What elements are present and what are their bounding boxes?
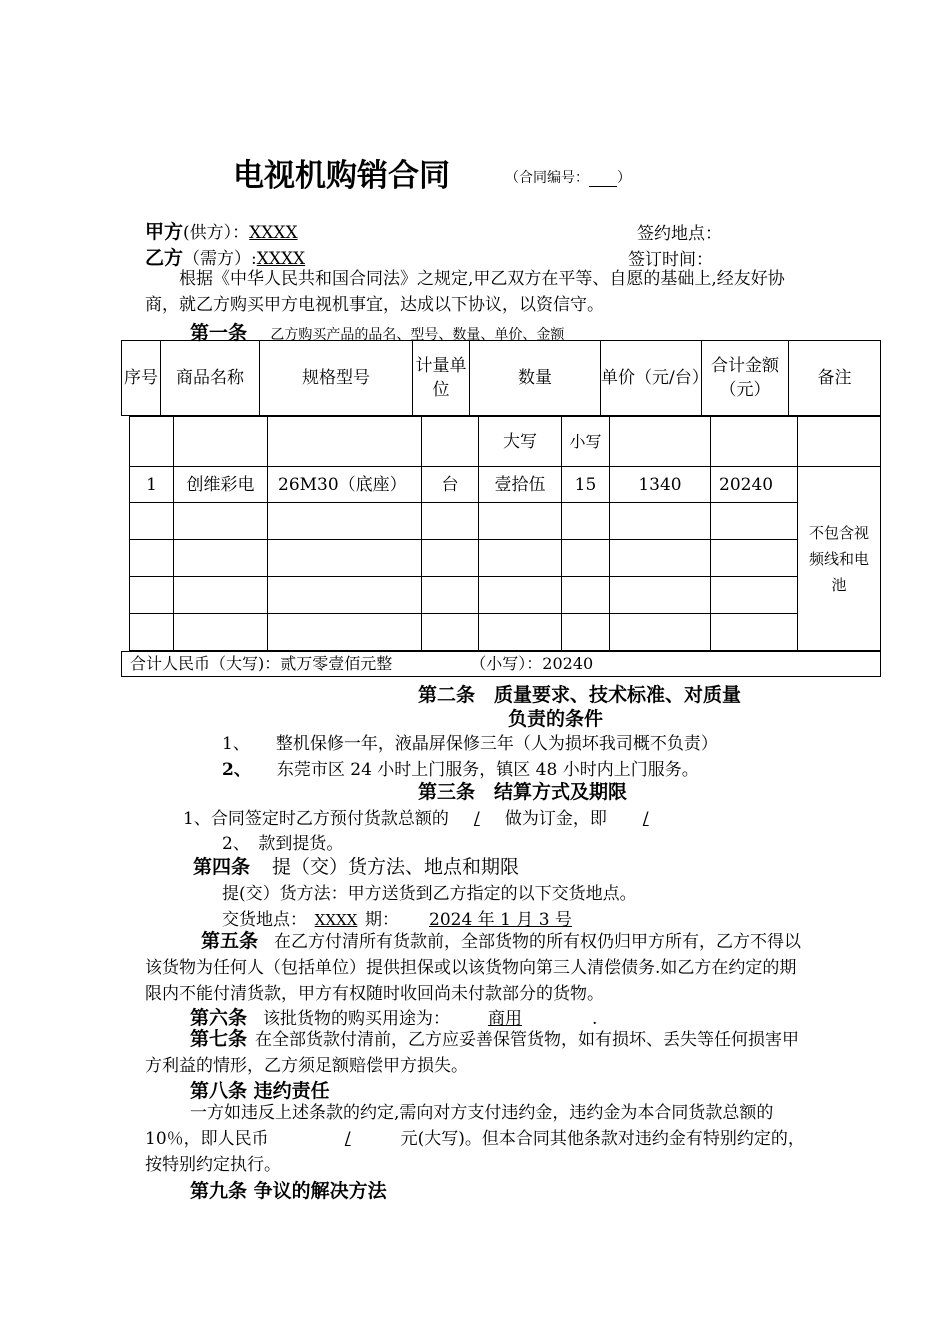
article-2-item-2-no: 2、 bbox=[222, 760, 251, 780]
party-b-label: 乙方 bbox=[145, 247, 184, 269]
product-table-body bbox=[129, 416, 881, 651]
article-2-title-line1: 第二条 质量要求、技术标准、对质量 bbox=[418, 684, 742, 706]
article-8-text-b: 元(大写)。但本合同其他条款对违约金有特别约定的，按特别约定执行。 bbox=[145, 1129, 805, 1175]
article-6-line: 第六条 该批货物的购买用途为： 商用 . bbox=[190, 1003, 597, 1030]
article-6-value: 商用 bbox=[488, 1009, 523, 1029]
article-2-item-1-no: 1、 bbox=[222, 734, 250, 754]
table-sum-row bbox=[121, 651, 881, 677]
article-1-text: 乙方购买产品的品名、型号、数量、单价、金额 bbox=[270, 327, 565, 343]
header-qty-big: 大写 bbox=[479, 417, 562, 467]
article-6-title: 第六条 bbox=[190, 1007, 248, 1029]
article-4-place-value: XXXX bbox=[314, 911, 358, 929]
article-4-date-value: 2024 年 1 月 3 号 bbox=[429, 910, 572, 930]
sum-label: 合计人民币（大写)： bbox=[130, 654, 281, 673]
article-5-title: 第五条 bbox=[201, 930, 259, 952]
article-7-title: 第七条 bbox=[190, 1028, 248, 1050]
contract-title: 电视机购销合同 bbox=[233, 158, 450, 194]
article-2-title-line2: 负责的条件 bbox=[508, 708, 604, 730]
article-4-heading bbox=[193, 852, 519, 879]
contract-number-close: ） bbox=[617, 170, 631, 186]
article-3-item-1-a: 1、合同签定时乙方预付货款总额的 bbox=[183, 809, 449, 829]
article-2-item-1-text: 整机保修一年，液晶屏保修三年（人为损坏我司概不负责） bbox=[275, 734, 718, 754]
party-a-line bbox=[145, 217, 475, 244]
article-4-place-line bbox=[222, 905, 749, 930]
header-price: 单价（元/台） bbox=[601, 341, 702, 416]
header-qty: 数量 bbox=[470, 341, 601, 416]
party-a-name: XXXX bbox=[249, 223, 298, 243]
article-4-date-label: 期： bbox=[365, 910, 399, 930]
article-6-text: 该批货物的购买用途为： bbox=[263, 1009, 451, 1029]
header-model: 规格型号 bbox=[260, 341, 413, 416]
article-2-item-2-text: 东莞市区 24 小时上门服务，镇区 48 小时内上门服务。 bbox=[276, 760, 699, 780]
article-4-text: 提（交）货方法、地点和期限 bbox=[272, 856, 520, 878]
article-9-title: 第九条 争议的解决方法 bbox=[190, 1180, 387, 1202]
cell-qty-big: 壹拾伍 bbox=[479, 467, 562, 503]
article-8-blank: / bbox=[344, 1129, 351, 1149]
header-name: 商品名称 bbox=[161, 341, 260, 416]
product-table-header bbox=[121, 340, 881, 416]
intro-paragraph: 根据《中华人民共和国合同法》之规定,甲乙双方在平等、自愿的基础上,经友好协商，就乙方购买甲方电视机事宜，达成以下协议，以资信守。 bbox=[145, 269, 785, 315]
table-row bbox=[130, 577, 881, 614]
table-row bbox=[130, 467, 881, 503]
article-1-title: 第一条 bbox=[190, 322, 248, 344]
contract-number bbox=[505, 167, 631, 187]
cell-price: 1340 bbox=[610, 467, 711, 503]
article-7-paragraph bbox=[145, 1026, 810, 1079]
party-b-role: （需方）: bbox=[183, 249, 257, 269]
article-8-text-a: 一方如违反上述条款的约定,需向对方支付违约金，违约金为本合同货款总额的 10％，即人民币 bbox=[145, 1103, 774, 1149]
article-5-text: 在乙方付清所有货款前，全部货物的所有权仍归甲方所有，乙方不得以该货物为任何人（包括单位）提供担保或以该货物向第三人清偿债务.如乙方在约定的期限内不能付清货款，甲方有权随时收回尚未付款部分的货物。 bbox=[145, 932, 802, 1004]
cell-name: 创维彩电 bbox=[174, 467, 268, 503]
cell-qty-small: 15 bbox=[562, 467, 610, 503]
header-unit: 计量单位 bbox=[413, 341, 470, 416]
party-b-name: XXXX bbox=[256, 249, 306, 269]
table-row bbox=[130, 503, 881, 540]
article-8-paragraph bbox=[145, 1100, 810, 1178]
article-2-item-1 bbox=[222, 729, 718, 754]
article-3-item-1-c: 做为订金，即 bbox=[504, 809, 607, 829]
sign-time-label: 签订时间： bbox=[628, 250, 713, 270]
contract-number-blank bbox=[589, 170, 617, 187]
header-qty-small: 小写 bbox=[562, 417, 610, 467]
header-seq: 序号 bbox=[122, 341, 161, 416]
cell-model: 26M30（底座） bbox=[268, 467, 422, 503]
article-3-item-1 bbox=[183, 804, 731, 829]
sum-small-label: （小写）： bbox=[470, 654, 543, 673]
party-a-label: 甲方 bbox=[145, 221, 184, 243]
article-3-title: 第三条 结算方式及期限 bbox=[418, 781, 628, 803]
article-7-text: 在全部货款付清前，乙方应妥善保管货物，如有损坏、丢失等任何损害甲方利益的情形，乙方须足额赔偿甲方损失。 bbox=[145, 1030, 800, 1076]
article-3-item-2: 2、 款到提货。 bbox=[222, 834, 344, 854]
table-row bbox=[130, 614, 881, 651]
article-4-title: 第四条 bbox=[193, 856, 251, 878]
contract-number-label: （合同编号： bbox=[505, 170, 589, 186]
article-3-item-1-blank-1: / bbox=[473, 809, 480, 829]
sum-small: 20240 bbox=[542, 654, 594, 673]
header-note: 备注 bbox=[789, 341, 881, 416]
cell-seq: 1 bbox=[130, 467, 174, 503]
cell-total: 20240 bbox=[711, 467, 798, 503]
article-3-item-1-blank-2: / bbox=[642, 809, 649, 829]
sign-place-label: 签约地点： bbox=[637, 224, 722, 244]
cell-note: 不包含视频线和电池 bbox=[798, 467, 881, 651]
header-total: 合计金额（元） bbox=[702, 341, 789, 416]
table-subheader-row bbox=[130, 417, 881, 467]
article-5-paragraph bbox=[145, 928, 810, 1007]
article-8-title: 第八条 违约责任 bbox=[190, 1080, 330, 1102]
party-a-role: (供方）： bbox=[183, 223, 250, 243]
table-row bbox=[130, 540, 881, 577]
article-4-place-label: 交货地点： bbox=[222, 910, 307, 930]
cell-unit: 台 bbox=[422, 467, 479, 503]
sum-big: 贰万零壹佰元整 bbox=[280, 654, 393, 673]
article-4-line-1: 提(交）货方法：甲方送货到乙方指定的以下交货地点。 bbox=[222, 884, 637, 904]
